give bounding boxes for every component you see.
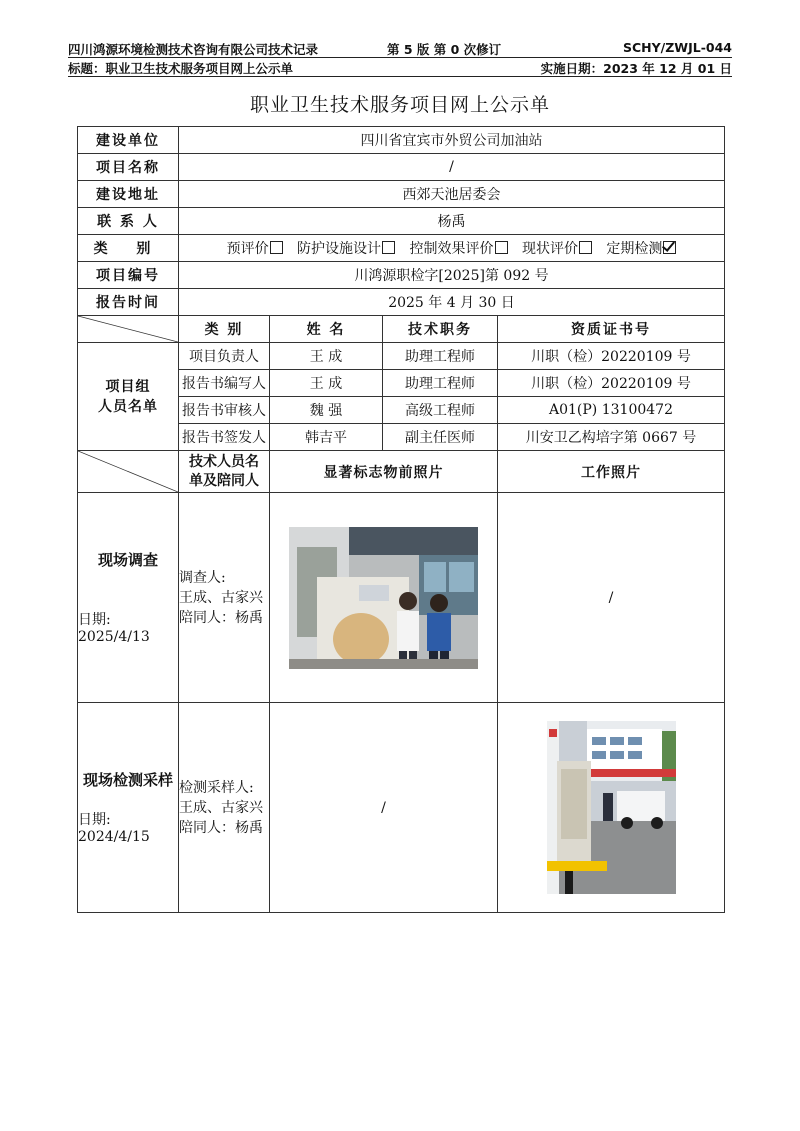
staff-cert: 川职（检）20220109 号 (498, 370, 725, 397)
impl-date: 实施日期：2023 年 12 月 01 日 (540, 61, 732, 76)
landmark-photo-header: 显著标志物前照片 (270, 451, 498, 493)
staff-role: 项目负责人 (179, 343, 270, 370)
header-divider (68, 57, 732, 58)
staff-cert: A01(P) 13100472 (498, 397, 725, 424)
staff-role: 报告书编写人 (179, 370, 270, 397)
contact-label: 联 系 人 (78, 208, 179, 235)
col-cert: 资质证书号 (498, 316, 725, 343)
survey-people: 调查人: 王成、古家兴 陪同人：杨禹 (179, 493, 270, 703)
sampling-date: 2024/4/15 (78, 829, 150, 845)
category-option: 定期检测 (606, 241, 676, 257)
staff-cert: 川安卫乙构培字第 0667 号 (498, 424, 725, 451)
staff-title: 助理工程师 (383, 343, 498, 370)
report-time-label: 报告时间 (78, 289, 179, 316)
diagonal-line (78, 451, 178, 492)
staff-title: 高级工程师 (383, 397, 498, 424)
addr-label: 建设地址 (78, 181, 179, 208)
page-title: 职业卫生技术服务项目网上公示单 (249, 94, 550, 116)
name-value: / (179, 154, 725, 181)
staff-name: 韩吉平 (270, 424, 383, 451)
doc-code: SCHY/ZWJL-044 (622, 40, 732, 55)
category-option: 控制效果评价 (410, 241, 508, 257)
staff-title: 助理工程师 (383, 370, 498, 397)
sampling-landmark-photo-cell (270, 703, 498, 913)
survey-landmark-photo-cell (270, 493, 498, 703)
addr-value: 西郊天池居委会 (179, 181, 725, 208)
col-name: 姓 名 (270, 316, 383, 343)
category-option: 现状评价 (522, 241, 592, 257)
work-photo-header: 工作照片 (498, 451, 725, 493)
staff-name: 魏 强 (270, 397, 383, 424)
diagonal-line (78, 316, 178, 342)
sampling-label: 现场检测采样 (82, 771, 173, 789)
notice-table (77, 126, 725, 913)
checked-checkbox-icon (663, 241, 676, 254)
name-label: 项目名称 (78, 154, 179, 181)
contact-value: 杨禹 (179, 208, 725, 235)
project-no-label: 项目编号 (78, 262, 179, 289)
header-divider (68, 76, 732, 77)
sampling-date-label: 日期: (78, 812, 111, 828)
staff-role: 报告书审核人 (179, 397, 270, 424)
survey-label: 现场调查 (97, 551, 158, 569)
sampling-work-photo-cell (498, 703, 725, 913)
survey-work-photo-cell (498, 493, 725, 703)
survey-date-label: 日期: (78, 612, 111, 628)
report-time-value: 2025 年 4 月 30 日 (179, 289, 725, 316)
sampling-cell (78, 703, 179, 913)
checkbox-icon (270, 241, 283, 254)
survey-landmark-photo (289, 527, 478, 669)
staff-role: 报告书签发人 (179, 424, 270, 451)
survey-date: 2025/4/13 (78, 629, 150, 645)
unit-value: 四川省宜宾市外贸公司加油站 (179, 127, 725, 154)
staff-group-label: 项目组 人员名单 (78, 343, 179, 451)
project-no-value: 川鸿源职检字[2025]第 092 号 (179, 262, 725, 289)
col-category: 类 别 (179, 316, 270, 343)
diagonal-cell (78, 451, 179, 493)
category-option: 预评价 (227, 241, 283, 257)
category-options (179, 235, 725, 262)
sampling-work-photo (547, 721, 676, 894)
checkbox-icon (495, 241, 508, 254)
checkbox-icon (382, 241, 395, 254)
version: 第 5 版 第 0 次修订 (387, 42, 502, 57)
diagonal-cell (78, 316, 179, 343)
sampling-landmark-photo: / (381, 799, 386, 816)
staff-name: 王 成 (270, 370, 383, 397)
org-name: 四川鸿源环境检测技术咨询有限公司技术记录 (68, 42, 319, 57)
sampling-people: 检测采样人: 王成、古家兴 陪同人：杨禹 (179, 703, 270, 913)
col-title: 技术职务 (383, 316, 498, 343)
survey-cell (78, 493, 179, 703)
survey-work-photo: / (608, 589, 614, 606)
unit-label: 建设单位 (78, 127, 179, 154)
staff-name: 王 成 (270, 343, 383, 370)
staff-cert: 川职（检）20220109 号 (498, 343, 725, 370)
category-label: 类 别 (78, 235, 179, 262)
category-option: 防护设施设计 (297, 241, 395, 257)
header-title: 标题：职业卫生技术服务项目网上公示单 (68, 61, 294, 76)
staff-title: 副主任医师 (383, 424, 498, 451)
checkbox-icon (579, 241, 592, 254)
staff-list-header: 技术人员名 单及陪同人 (179, 451, 270, 493)
